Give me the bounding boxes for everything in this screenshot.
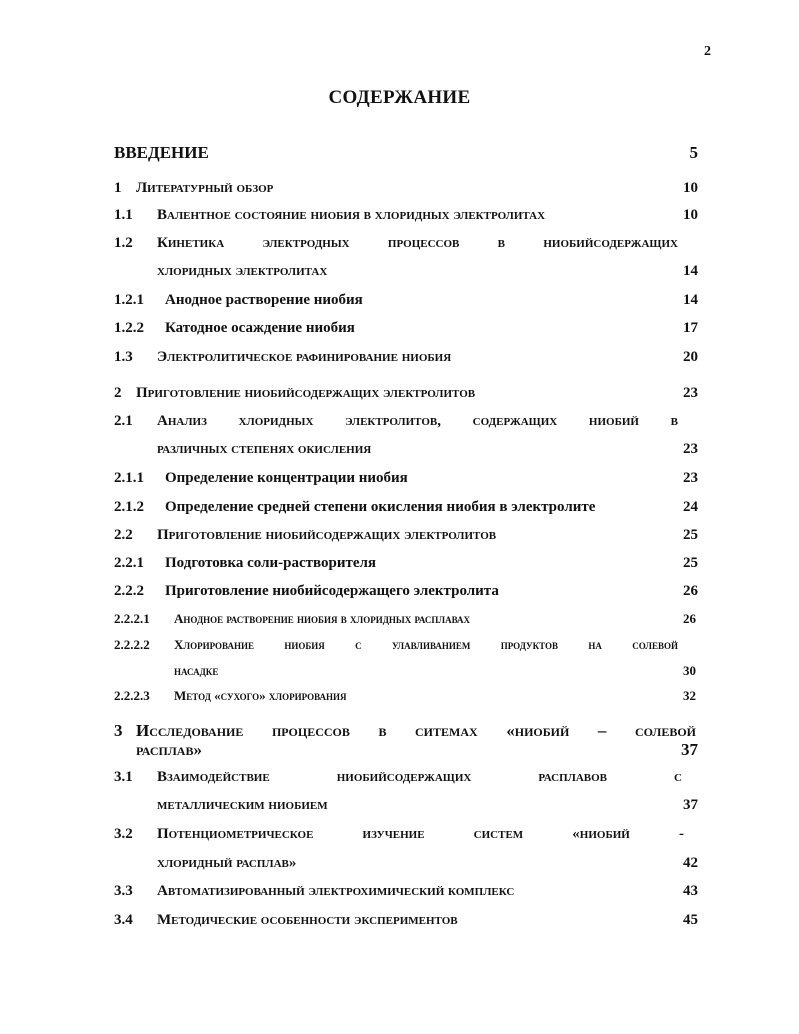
toc-entry-1-2[interactable]	[114, 233, 698, 253]
entry-page: 25	[683, 527, 698, 543]
entry-page: 24	[683, 499, 698, 515]
toc-entry-3-4[interactable]	[114, 910, 698, 930]
entry-number: 3.2	[114, 826, 133, 842]
toc-entry-1-2-cont	[114, 261, 698, 281]
entry-title: Электролитическое рафинирование ниобия	[157, 349, 452, 365]
toc-entry-1[interactable]	[114, 178, 698, 198]
toc-entry-2-2[interactable]	[114, 525, 698, 545]
entry-title: Валентное состояние ниобия в хлоридных электролитах	[157, 207, 546, 223]
entry-page: 20	[683, 349, 698, 365]
toc-entry-3-1[interactable]	[114, 767, 698, 787]
toc-entry-1-2-1[interactable]	[114, 290, 698, 310]
entry-page: 23	[683, 470, 698, 486]
entry-page: 37	[681, 740, 698, 759]
entry-title: Литературный обзор	[136, 180, 274, 196]
entry-number: 3	[114, 721, 123, 740]
page-number: 2	[704, 44, 711, 59]
entry-number: 2.2.2.3	[114, 688, 150, 703]
entry-title: Автоматизированный электрохимический комплекс	[157, 883, 515, 899]
entry-page: 45	[683, 912, 698, 928]
toc-entry-introduction[interactable]	[114, 143, 698, 163]
entry-page: 30	[683, 663, 696, 678]
toc-entry-3-1-cont	[114, 795, 698, 815]
entry-page: 26	[683, 611, 696, 626]
toc-entry-1-2-2[interactable]	[114, 318, 698, 338]
entry-number: 3.3	[114, 883, 133, 899]
entry-page: 14	[683, 263, 698, 279]
entry-title: Метод «сухого» хлорирования	[174, 688, 347, 703]
toc-entry-3-2-cont	[114, 853, 698, 873]
entry-title-line1: Кинетика электродных процессов в ниобийсодержащих	[157, 235, 678, 251]
toc-entry-2-2-1[interactable]	[114, 553, 698, 573]
entry-page: 43	[683, 883, 698, 899]
entry-number: 2	[114, 385, 122, 401]
entry-title: Определение концентрации ниобия	[165, 470, 408, 486]
toc-entry-2-2-2-2[interactable]	[114, 635, 698, 655]
entry-number: 2.1.1	[114, 470, 144, 486]
entry-number: 1.2.2	[114, 320, 144, 336]
entry-title-line1: Исследование процессов в ситемах «ниобий – солевой	[136, 721, 696, 740]
toc-entry-3-3[interactable]	[114, 881, 698, 901]
toc-entry-2-2-2-2-cont	[114, 661, 698, 681]
entry-page: 14	[683, 292, 698, 308]
entry-number: 2.2.2.1	[114, 611, 150, 626]
entry-title: Подготовка соли-растворителя	[165, 555, 377, 571]
toc-entry-2-2-2-3[interactable]	[114, 686, 698, 706]
entry-title-line2: насадке	[174, 663, 219, 678]
toc-entry-3-cont	[114, 740, 698, 760]
entry-title: Анодное растворение ниобия в хлоридных расплавах	[174, 611, 471, 626]
entry-number: 2.1.2	[114, 499, 144, 515]
entry-number: 2.2.1	[114, 555, 144, 571]
entry-title: Катодное осаждение ниобия	[165, 320, 355, 336]
entry-title: Определение средней степени окисления ниобия в электролите	[165, 499, 596, 515]
entry-title: ВВЕДЕНИЕ	[114, 143, 209, 162]
entry-title-line2: хлоридных электролитах	[157, 263, 328, 279]
entry-page: 26	[683, 583, 698, 599]
entry-page: 23	[683, 385, 698, 401]
toc-entry-2-1[interactable]	[114, 411, 698, 431]
entry-number: 2.2	[114, 527, 133, 543]
toc-entry-2-1-1[interactable]	[114, 468, 698, 488]
entry-page: 10	[683, 180, 698, 196]
entry-title: Методические особенности экспериментов	[157, 912, 458, 928]
entry-page: 5	[689, 143, 698, 162]
entry-title: Приготовление ниобийсодержащего электролита	[165, 583, 499, 599]
entry-title-line2: различных степенях окисления	[157, 441, 372, 457]
entry-page: 37	[683, 797, 698, 813]
entry-title-line1: Хлорирование ниобия с улавливанием продуктов на солевой	[174, 637, 678, 652]
toc-entry-2-1-cont	[114, 439, 698, 459]
toc-entry-1-1[interactable]	[114, 205, 698, 225]
toc-entry-2-1-2[interactable]	[114, 497, 698, 517]
toc-entry-2[interactable]	[114, 383, 698, 403]
entry-number: 1.2.1	[114, 292, 144, 308]
entry-title-line2: металлическим ниобием	[157, 797, 328, 813]
entry-number: 1.1	[114, 207, 133, 223]
entry-number: 2.2.2	[114, 583, 144, 599]
entry-page: 10	[683, 207, 698, 223]
toc-entry-1-3[interactable]	[114, 347, 698, 367]
toc-entry-2-2-2[interactable]	[114, 581, 698, 601]
page-title: СОДЕРЖАНИЕ	[328, 87, 471, 108]
entry-page: 32	[683, 688, 696, 703]
entry-page: 23	[683, 441, 698, 457]
entry-number: 3.4	[114, 912, 133, 928]
toc-entry-2-2-2-1[interactable]	[114, 609, 698, 629]
entry-number: 1	[114, 180, 122, 196]
entry-title-line1: Анализ хлоридных электролитов, содержащих ниобий в	[157, 413, 678, 429]
entry-number: 1.2	[114, 235, 133, 251]
entry-title: Анодное растворение ниобия	[165, 292, 363, 308]
entry-title: Приготовление ниобийсодержащих электролитов	[136, 385, 476, 401]
entry-title-line2: расплав»	[136, 740, 202, 759]
entry-number: 3.1	[114, 769, 133, 785]
entry-number: 2.1	[114, 413, 133, 429]
toc-entry-3[interactable]	[114, 721, 698, 741]
entry-page: 42	[683, 855, 698, 871]
entry-title: Приготовление ниобийсодержащих электролитов	[157, 527, 497, 543]
entry-page: 17	[683, 320, 698, 336]
entry-title-line1: Потенциометрическое изучение систем «ниобий -	[157, 826, 684, 842]
entry-page: 25	[683, 555, 698, 571]
entry-title-line1: Взаимодействие ниобийсодержащих расплавов с	[157, 769, 682, 785]
toc-entry-3-2[interactable]	[114, 824, 698, 844]
entry-number: 1.3	[114, 349, 133, 365]
entry-title-line2: хлоридный расплав»	[157, 855, 297, 871]
entry-number: 2.2.2.2	[114, 637, 150, 652]
